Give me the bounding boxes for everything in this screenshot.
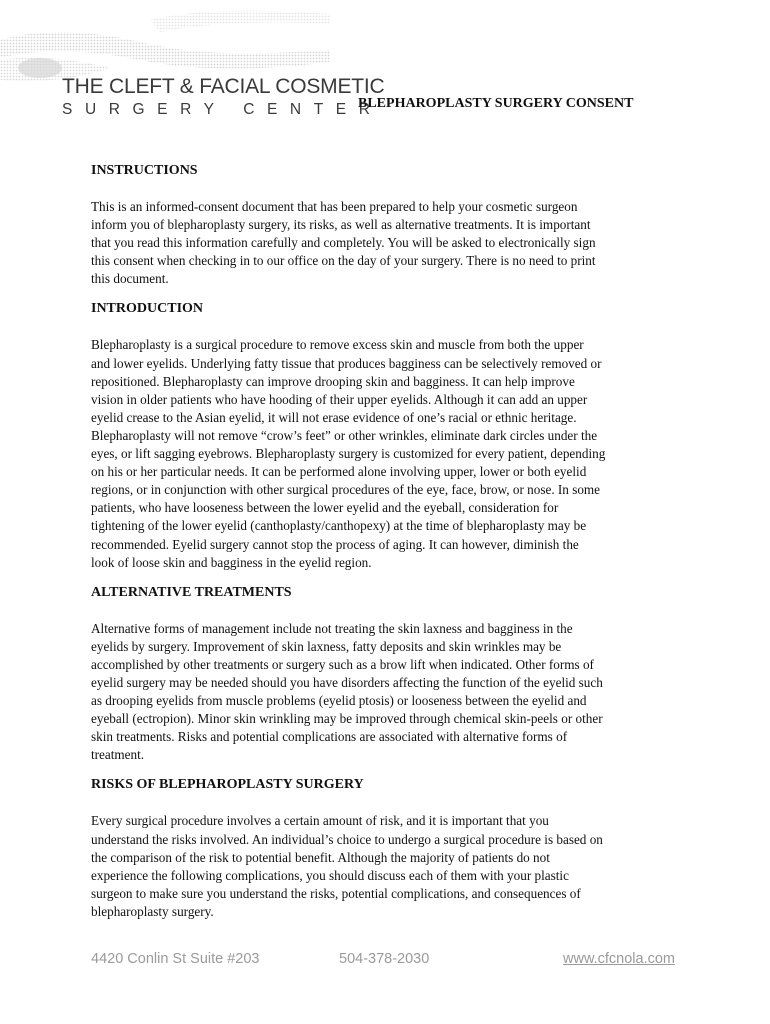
paragraph-line: skin treatments. Risks and potential complications are associated with alternative forms of (91, 729, 568, 745)
paragraph-line: This is an informed-consent document that has been prepared to help your cosmetic surgeon (91, 199, 578, 214)
company-logo (62, 76, 385, 119)
paragraph-line: on his or her particular needs. It can be performed alone involving upper, lower or both eyelid (91, 464, 587, 480)
section-heading: INTRODUCTION (91, 301, 204, 317)
paragraph-line: look of loose skin and bagginess in the eyelid region. (91, 554, 372, 570)
paragraph-line: eyelid crease to the Asian eyelid, it will not erase evidence of one’s racial or ethnic heritage. (91, 409, 577, 425)
paragraph-line: eyes, or lift sagging eyebrows. Blepharoplasty surgery is customized for every patient, depending (91, 446, 606, 462)
paragraph-line: and lower eyelids. Underlying fatty tissue that produces bagginess can be selectively removed or (91, 355, 602, 371)
paragraph-line: experience the following complications, you should discuss each of them with your plastic (91, 867, 569, 883)
paragraph-line: understand the risks involved. An individual’s choice to undergo a surgical procedure is based on (91, 831, 603, 847)
footer-phone[interactable]: 504-378-2030 (339, 951, 430, 967)
paragraph-line: vision in older patients who have hooding of their upper eyelids. Although it can add an upper (91, 391, 588, 407)
paragraph-line: the comparison of the risk to potential benefit. Although the majority of patients do not (91, 849, 550, 865)
footer-website-link[interactable]: www.cfcnola.com (563, 951, 676, 967)
logo-subtitle-line: SURGERY CENTER (62, 101, 383, 118)
paragraph-line: regions, or in conjunction with other surgical procedures of the eye, face, brow, or nose. In some (91, 482, 601, 498)
paragraph-line: Blepharoplasty will not remove “crow’s feet” or other wrinkles, eliminate dark circles under the (91, 427, 598, 443)
section-paragraph (91, 812, 683, 921)
document-title: BLEPHAROPLASTY SURGERY CONSENT (358, 96, 634, 111)
section-alternative-treatments (91, 584, 683, 765)
paragraph-line: Every surgical procedure involves a certain amount of risk, and it is important that you (91, 813, 549, 829)
paragraph-line: eyelid surgery may be needed should you have disorders affecting the function of the eyelid such (91, 674, 603, 690)
section-introduction (91, 300, 683, 571)
paragraph-line: as drooping eyelids from muscle problems (eyelid ptosis) or looseness between the eyelid and (91, 693, 587, 709)
section-heading: RISKS OF BLEPHAROPLASTY SURGERY (91, 777, 364, 793)
page-footer (0, 951, 770, 971)
paragraph-line: that you read this information carefully and completely. You will be asked to electronically sign (91, 235, 596, 251)
paragraph-line: recommended. Eyelid surgery cannot stop the process of aging. It can however, diminish the (91, 536, 579, 552)
paragraph-line: Alternative forms of management include not treating the skin laxness and bagginess in the (91, 620, 573, 636)
logo-name-line: THE CLEFT & FACIAL COSMETIC (62, 75, 385, 98)
paragraph-line: surgeon to make sure you understand the risks, potential complications, and consequences of (91, 885, 581, 901)
paragraph-line: repositioned. Blepharoplasty can improve drooping skin and bagginess. It can help improve (91, 373, 575, 389)
paragraph-line: treatment. (91, 747, 145, 763)
footer-address: 4420 Conlin St Suite #203 (91, 951, 260, 967)
section-heading: INSTRUCTIONS (91, 163, 198, 178)
paragraph-line: inform you of blepharoplasty surgery, its risks, as well as alternative treatments. It is important (91, 217, 591, 233)
paragraph-line: eyelids by surgery. Improvement of skin laxness, fatty deposits and skin wrinkles may be (91, 638, 562, 654)
section-heading: ALTERNATIVE TREATMENTS (91, 584, 292, 600)
paragraph-line: this document. (91, 271, 169, 287)
paragraph-line: this consent when checking in to our office on the day of your surgery. There is no need to print (91, 253, 596, 269)
section-paragraph (91, 336, 683, 571)
section-risks (91, 776, 683, 921)
paragraph-line: accomplished by other treatments or surgery such as a brow lift when indicated. Other forms of (91, 656, 594, 672)
section-instructions (91, 162, 683, 288)
section-paragraph (91, 620, 683, 765)
paragraph-line: tightening of the lower eyelid (canthoplasty/canthopexy) at the time of blepharoplasty may be (91, 518, 587, 534)
section-paragraph (91, 198, 683, 288)
paragraph-line: Blepharoplasty is a surgical procedure to remove excess skin and muscle from both the upper (91, 337, 584, 353)
paragraph-line: eyeball (ectropion). Minor skin wrinkling may be improved through chemical skin-peels or other (91, 711, 603, 727)
paragraph-line: patients, who have looseness between the lower eyelid and the eyeball, consideration for (91, 500, 559, 516)
paragraph-line: blepharoplasty surgery. (91, 903, 214, 919)
document-body (91, 162, 683, 921)
